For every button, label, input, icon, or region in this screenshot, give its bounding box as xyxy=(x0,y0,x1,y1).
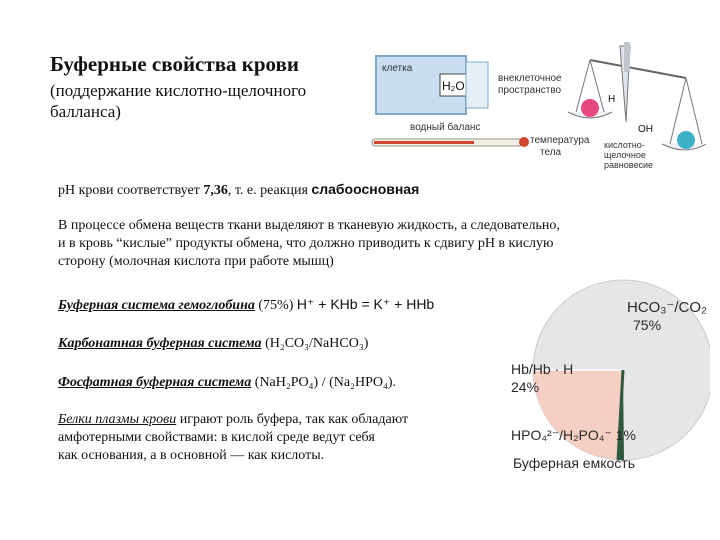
phosphate-formula: (NaH₂PO₄) / (Na₂HPO₄). xyxy=(251,375,397,390)
pie-caption: Буферная емкость xyxy=(513,455,635,471)
pie-label-hemoglobin: Hb/Hb · H xyxy=(511,361,574,377)
pie-slice-hemoglobin xyxy=(533,370,623,460)
phosphate-name: Фосфатная буферная система xyxy=(58,375,252,390)
subtitle-line-1: (поддержание кислотно-щелочного xyxy=(50,81,307,100)
page-title: Буферные свойства крови xyxy=(50,52,299,76)
hemoglobin-name: Буферная система гемоглобина xyxy=(58,298,255,313)
ph-middle: , т. е. реакция xyxy=(227,183,312,198)
hemoglobin-buffer xyxy=(58,295,508,315)
ph-paragraph xyxy=(58,180,658,200)
ph-value: 7,36 xyxy=(203,183,228,198)
metabolism-line-2: и в кровь “кислые” продукты обмена, что должно приводить к сдвигу pH в кислую xyxy=(58,236,554,251)
scale-beam xyxy=(590,60,686,78)
extracellular-label-1: внеклеточное xyxy=(498,73,562,84)
metabolism-paragraph xyxy=(58,217,658,271)
acid-base-label-1: кислотно- xyxy=(604,140,645,150)
proteins-line-1: играют роль буфера, так как обладают xyxy=(176,412,409,427)
acid-base-illustration xyxy=(368,42,708,172)
carbonate-formula: (H₂CO₃/NaHCO₃) xyxy=(261,336,369,351)
ph-prefix: pH крови соответствует xyxy=(58,183,204,198)
phosphate-buffer xyxy=(58,374,508,392)
h-ion-label: H xyxy=(608,94,616,105)
water-balance-label: водный баланс xyxy=(410,122,481,133)
oh-ion-label: OH xyxy=(638,124,653,135)
pie-label-carbonate-pct: 75% xyxy=(633,317,662,333)
metabolism-line-1: В процессе обмена веществ ткани выделяют в тканевую жидкость, а следовательно, xyxy=(58,218,560,233)
temperature-label-2: тела xyxy=(540,147,562,158)
temperature-label-1: температура xyxy=(530,135,590,146)
pie-label-phosphate: HPO₄²⁻/H₂PO₄⁻ 1% xyxy=(511,427,636,443)
pie-label-carbonate: HCO₃⁻/CO₂ xyxy=(627,299,707,316)
proteins-line-2: амфотерными свойствами: в кислой среде ведут себя xyxy=(58,430,375,445)
proteins-name: Белки плазмы крови xyxy=(58,412,177,427)
extracellular-label-2: пространство xyxy=(498,85,562,96)
hemoglobin-equation: H⁺ + KHb = K⁺ + HHb xyxy=(296,296,435,312)
page-subtitle xyxy=(50,80,370,122)
cell-label: клетка xyxy=(382,63,413,74)
ph-reaction: слабоосновная xyxy=(311,181,420,197)
proteins-paragraph xyxy=(58,411,508,465)
buffer-capacity-pie xyxy=(495,270,710,480)
h-ions-pile xyxy=(581,99,599,117)
oh-ions-pile xyxy=(677,131,695,149)
acid-base-label-2: щелочное xyxy=(604,150,646,160)
metabolism-line-3: сторону (молочная кислота при работе мышц) xyxy=(58,254,334,269)
pie-label-hemoglobin-pct: 24% xyxy=(511,379,540,395)
subtitle-line-2: балланса) xyxy=(50,102,121,121)
carbonate-buffer xyxy=(58,335,508,353)
h2o-label: H₂O xyxy=(442,79,465,93)
acid-base-label-3: равновесие xyxy=(604,160,653,170)
proteins-line-3: как основания, а в основной — как кислоты. xyxy=(58,448,325,463)
carbonate-name: Карбонатная буферная система xyxy=(58,336,262,351)
hemoglobin-percent: (75%) xyxy=(254,298,297,313)
